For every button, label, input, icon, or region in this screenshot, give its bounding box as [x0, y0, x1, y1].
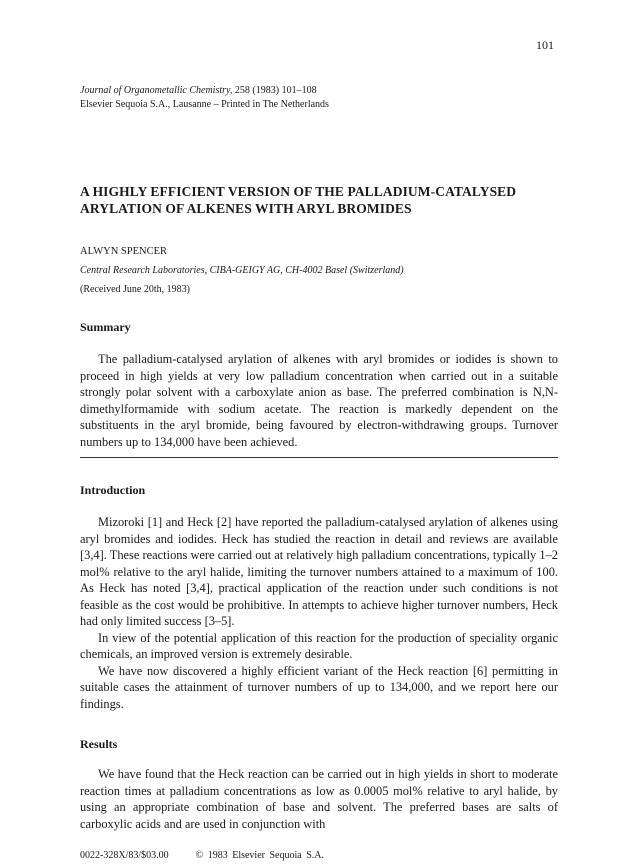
results-paragraph: We have found that the Heck reaction can be carried out in high yields in short to moderate reaction times at palladium concentrations as low as 0.0005 mol% relative to aryl halide, by using an appropriate combination of base and solvent. The preferred bases are salts of carboxylic acids and are used in conjunction with	[80, 767, 558, 831]
results-heading: Results	[80, 737, 118, 751]
introduction-paragraph: In view of the potential application of this reaction for the production of speciality organic chemicals, an improved version is extremely desirable.	[80, 630, 558, 661]
author-name: ALWYN SPENCER	[80, 246, 168, 257]
summary-body	[80, 351, 558, 450]
results-body	[80, 766, 558, 832]
title-line-2: ARYLATION OF ALKENES WITH ARYL BROMIDES	[80, 201, 412, 216]
summary-heading: Summary	[80, 320, 131, 334]
introduction-heading: Introduction	[80, 483, 146, 497]
page-footer	[80, 850, 324, 861]
author-block	[80, 242, 404, 299]
journal-name: Journal of Organometallic Chemistry,	[80, 85, 233, 96]
introduction-body	[80, 514, 558, 712]
affiliation: Central Research Laboratories, CIBA-GEIGY AG, CH-4002 Basel (Switzerland)	[80, 265, 404, 276]
introduction-paragraph: We have now discovered a highly efficient variant of the Heck reaction [6] permitting in suitable cases the attainment of turnover numbers of up to 134,000, and we report here our findings.	[80, 663, 558, 711]
introduction-paragraph: Mizoroki [1] and Heck [2] have reported the palladium-catalysed arylation of alkenes using aryl bromides and iodides. Heck has studied the reaction in detail and reviews are available [3,4]. These reactions were carried out at relatively high palladium concentrations, typically 1–2 mol% relative to the aryl halide, limiting the turnover numbers attained to a maximum of 100. As Heck has noted [3,4], practical application of the reaction under such conditions is not feasible as the cost would be prohibitive. In attempts to achieve higher turnover numbers, Heck had only limited success [3–5].	[80, 515, 558, 628]
journal-volume: 258 (1983) 101–108	[234, 85, 317, 96]
section-divider	[80, 457, 558, 458]
summary-paragraph: The palladium-catalysed arylation of alkenes with aryl bromides or iodides is shown to proceed in high yields at very low palladium concentration when carried out in a suitable strongly polar solvent with a carboxylate anion as base. The preferred combination is N,N-dimethylformamide with sodium acetate. The reaction is markedly dependent on the substituents in the aryl bromide, being favoured by electron-withdrawing groups. Turnover numbers up to 134,000 have been achieved.	[80, 352, 558, 449]
received-date: (Received June 20th, 1983)	[80, 284, 190, 295]
journal-citation	[80, 84, 329, 112]
title-line-1: A HIGHLY EFFICIENT VERSION OF THE PALLADIUM-CATALYSED	[80, 184, 517, 199]
footer-copyright: © 1983 Elsevier Sequoia S.A.	[195, 850, 324, 861]
publisher-line: Elsevier Sequoia S.A., Lausanne – Printed in The Netherlands	[80, 99, 329, 110]
page-number: 101	[536, 38, 554, 52]
article-title	[80, 183, 560, 217]
footer-code: 0022-328X/83/$03.00	[80, 850, 169, 861]
